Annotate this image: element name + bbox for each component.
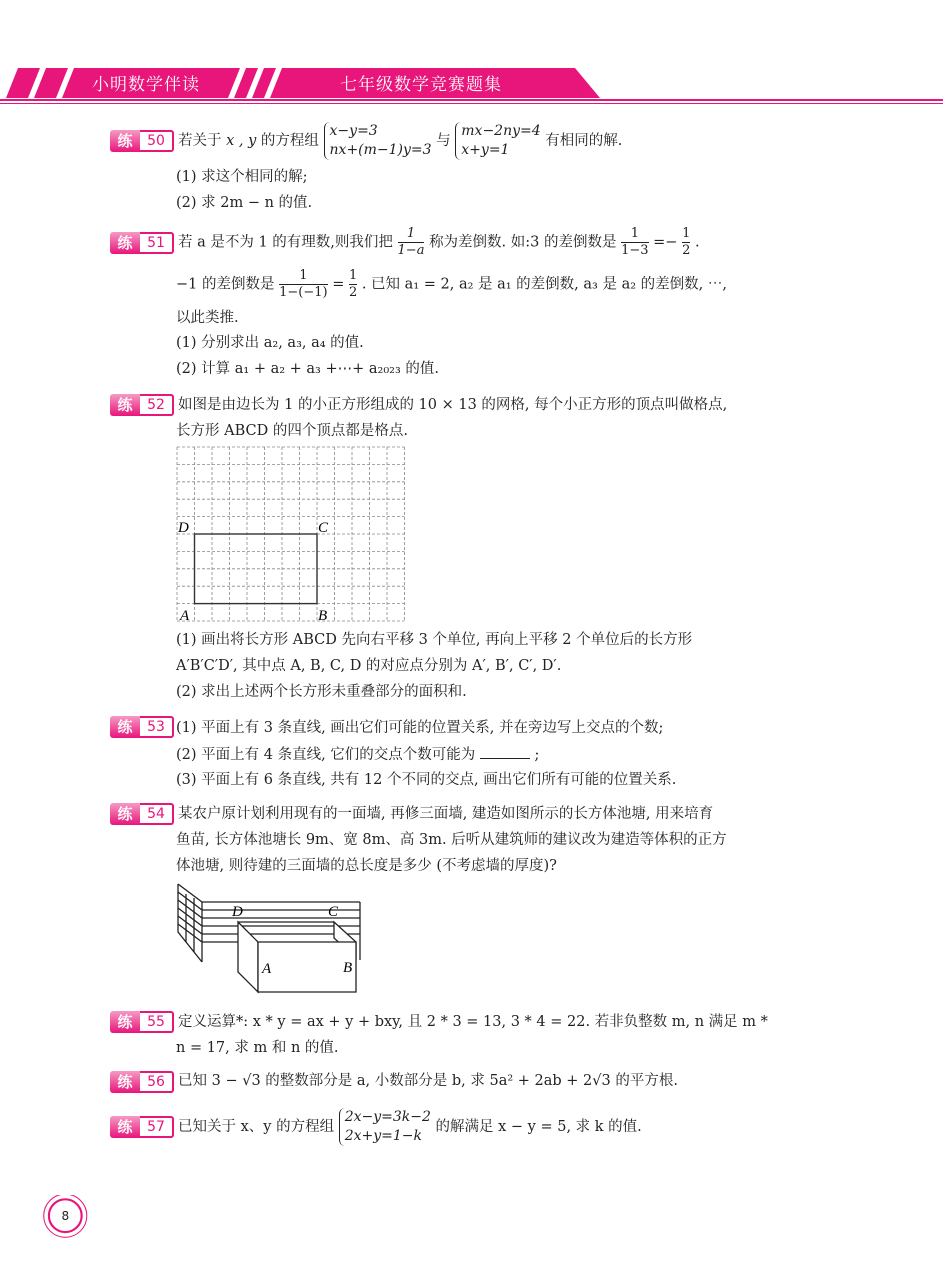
frac-den: 1−a: [397, 243, 425, 258]
tag-number: 56: [140, 1071, 174, 1093]
p51-l2a: −1 的差倒数是: [176, 276, 275, 293]
new-walls: [238, 922, 356, 992]
p54-line-3: 体池塘, 则待建的三面墙的总长度是多少 (不考虑墙的厚度)?: [176, 858, 557, 874]
p50-question-1: (1) 求这个相同的解;: [176, 169, 308, 185]
tag-word: 练: [110, 394, 140, 416]
header-rule: [0, 99, 943, 101]
p53-question-2: [176, 744, 539, 765]
p52-question-2: (2) 求出上述两个长方形未重叠部分的面积和.: [176, 684, 467, 700]
p52-question-1a: (1) 画出将长方形 ABCD 先向右平移 3 个单位, 再向上平移 2 个单位后的长方形: [176, 632, 693, 648]
p55-line-2: n = 17, 求 m 和 n 的值.: [176, 1040, 339, 1056]
problem-tag-54: [110, 803, 174, 825]
p50-sys1-line2: nx+(m−1)y=3: [329, 142, 432, 158]
p51-line-2: [176, 268, 727, 301]
p50-with: 与: [436, 133, 451, 149]
frac-den: 1−3: [621, 243, 649, 258]
page-number: 8: [61, 1209, 70, 1223]
tag-word: 练: [110, 1116, 140, 1138]
point-c-label: C: [318, 520, 329, 536]
problem-tag-55: [110, 1011, 174, 1033]
p54-line-1: 某农户原计划利用现有的一面墙, 再修三面墙, 建造如图所示的长方体池塘, 用来培育: [178, 806, 714, 822]
tag-number: 52: [140, 394, 174, 416]
frac-den: 1−(−1): [279, 285, 328, 300]
frac-num: 1: [682, 226, 691, 241]
frac-num: 1: [299, 268, 308, 283]
tag-word: 练: [110, 1071, 140, 1093]
frac-den: 2: [348, 285, 358, 300]
p51-question-2: (2) 计算 a₁ + a₂ + a₃ +⋯+ a₂₀₂₃ 的值.: [176, 361, 439, 377]
frac-num: 1: [630, 226, 639, 241]
tag-word: 练: [110, 1011, 140, 1033]
problem-tag-53: [110, 716, 174, 738]
header-right-title: 七年级数学竞赛题集: [340, 75, 502, 95]
p57-intro: 已知关于 x、y 的方程组: [178, 1119, 335, 1135]
tag-word: 练: [110, 716, 140, 738]
problem-tag-51: [110, 232, 174, 254]
frac-num: 1: [406, 226, 416, 241]
p50-system-1: [324, 122, 432, 160]
frac-num: 1: [348, 268, 358, 283]
p50-intro: 若关于: [178, 133, 222, 149]
p52-line-1: 如图是由边长为 1 的小正方形组成的 10 × 13 的网格, 每个小正方形的顶点叫做格点,: [178, 397, 728, 413]
tag-number: 51: [140, 232, 174, 254]
p51-frac-4: [279, 268, 327, 301]
p51-l2b: . 已知 a₁ = 2, a₂ 是 a₁ 的差倒数, a₃ 是 a₂ 的差倒数, ⋯,: [361, 276, 727, 293]
point-d-label: D: [232, 904, 243, 920]
tag-word: 练: [110, 232, 140, 254]
tag-word: 练: [110, 803, 140, 825]
p51-line-1: [178, 226, 700, 259]
tag-word: 练: [110, 130, 140, 152]
p51-question-1: (1) 分别求出 a₂, a₃, a₄ 的值.: [176, 335, 364, 351]
pond-figure: [172, 880, 372, 998]
p52-question-1b: A′B′C′D′, 其中点 A, B, C, D 的对应点分别为 A′, B′, C′, D′.: [176, 658, 562, 674]
p57-sys-line2: 2x+y=1−k: [344, 1128, 422, 1144]
answer-blank: [480, 744, 530, 759]
p51-frac-5: [349, 268, 357, 301]
p51-eq: =−: [653, 234, 678, 251]
tag-number: 54: [140, 803, 174, 825]
tag-number: 55: [140, 1011, 174, 1033]
p51-eq-2: =: [332, 276, 345, 293]
point-d-label: D: [178, 520, 189, 536]
tag-number: 57: [140, 1116, 174, 1138]
p54-line-2: 鱼苗, 长方体池塘长 9m、宽 8m、高 3m. 后听从建筑师的建议改为建造等体积的正方: [176, 832, 727, 848]
problem-tag-52: [110, 394, 174, 416]
p50-vars: x , y: [226, 133, 257, 149]
p50-sys2-line1: mx−2ny=4: [461, 123, 541, 139]
p51-l1a: 若 a 是不为 1 的有理数,则我们把: [178, 234, 393, 251]
p53-question-1: (1) 平面上有 3 条直线, 画出它们可能的位置关系, 并在旁边写上交点的个数;: [176, 720, 664, 736]
p50-mid: 的方程组: [260, 133, 319, 149]
tag-number: 50: [140, 130, 174, 152]
problem-50-statement: [178, 122, 622, 160]
problem-tag-56: [110, 1071, 174, 1093]
p50-question-2: (2) 求 2m − n 的值.: [176, 195, 313, 211]
problem-tag-57: [110, 1116, 174, 1138]
p50-system-2: [455, 122, 540, 160]
point-c-label: C: [328, 904, 339, 920]
problem-57-statement: [178, 1108, 642, 1146]
p51-frac-2: [621, 226, 648, 259]
point-a-label: A: [262, 961, 272, 977]
grid-figure: [170, 444, 415, 626]
point-a-label: A: [180, 608, 190, 624]
p51-line-3: 以此类推.: [176, 310, 239, 326]
point-b-label: B: [318, 608, 328, 624]
page-number-badge: [42, 1195, 92, 1245]
p55-line-1: 定义运算*: x * y = ax + y + bxy, 且 2 * 3 = 13, 3 * 4 = 22. 若非负整数 m, n 满足 m *: [178, 1014, 768, 1030]
p52-line-2: 长方形 ABCD 的四个顶点都是格点.: [176, 423, 408, 439]
p51-l1b: 称为差倒数. 如:3 的差倒数是: [429, 234, 617, 251]
header-rule-thin: [0, 103, 943, 104]
p53-q2b: ;: [534, 747, 540, 763]
frac-den: 2: [682, 243, 691, 258]
p56-line-1: 已知 3 − √3 的整数部分是 a, 小数部分是 b, 求 5a² + 2ab + 2√3 的平方根.: [178, 1073, 678, 1089]
p51-l1-end: .: [694, 234, 700, 251]
problem-tag-50: [110, 130, 174, 152]
p57-tail: 的解满足 x − y = 5, 求 k 的值.: [435, 1119, 642, 1135]
p51-frac-1: [398, 226, 425, 259]
p53-q2a: (2) 平面上有 4 条直线, 它们的交点个数可能为: [176, 747, 476, 763]
p50-tail: 有相同的解.: [545, 133, 623, 149]
tag-number: 53: [140, 716, 174, 738]
p57-system: [339, 1108, 431, 1146]
p50-sys2-line2: x+y=1: [461, 142, 510, 158]
header-left-title: 小明数学伴读: [92, 75, 200, 95]
p50-sys1-line1: x−y=3: [329, 123, 378, 139]
point-b-label: B: [343, 960, 353, 976]
p53-question-3: (3) 平面上有 6 条直线, 共有 12 个不同的交点, 画出它们所有可能的位置关系.: [176, 772, 677, 788]
p57-sys-line1: 2x−y=3k−2: [344, 1109, 431, 1125]
p51-frac-3: [682, 226, 690, 259]
